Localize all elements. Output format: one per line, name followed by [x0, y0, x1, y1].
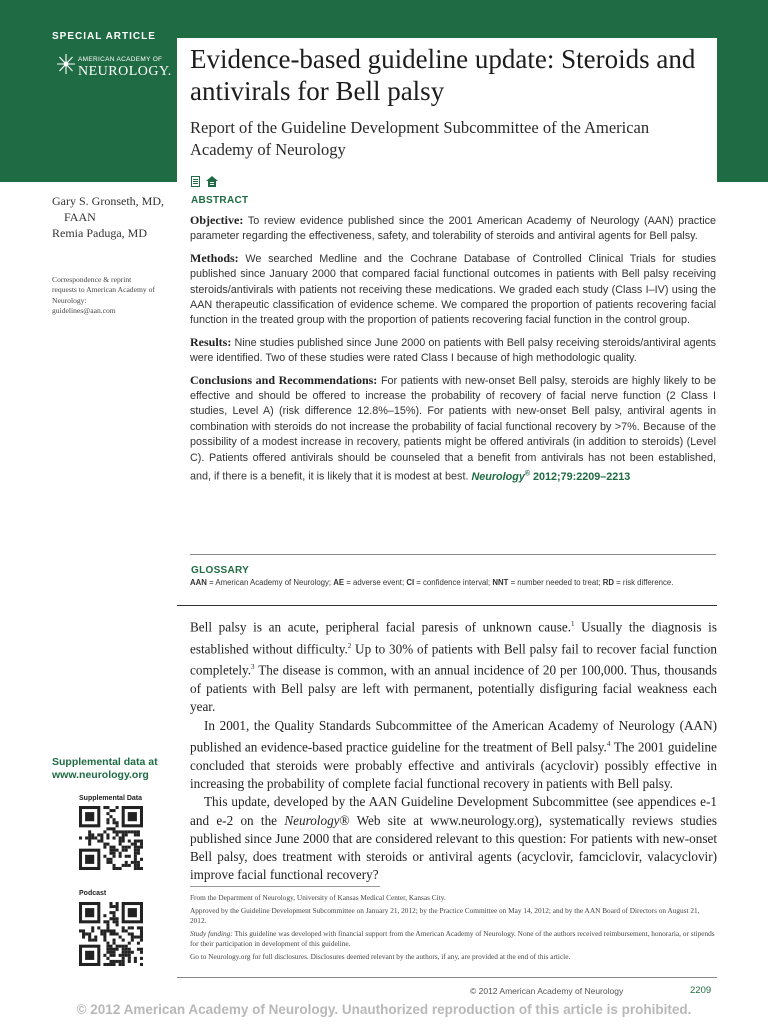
- qr-code-podcast[interactable]: [79, 902, 143, 966]
- cme-icon[interactable]: [206, 174, 218, 192]
- abstract-results: Results: Nine studies published since June 2000 on patients with Bell palsy receiving steroids/antiviral agents were identified. Two of these studies were rated Class I because of high methodologic quality.: [190, 334, 717, 365]
- citation-link[interactable]: Neurology® 2012;79:2209–2213: [471, 470, 631, 483]
- author-name: Gary S. Gronseth, MD,: [52, 194, 164, 208]
- document-icon[interactable]: [191, 174, 200, 192]
- article-title: Evidence-based guideline update: Steroids and antivirals for Bell palsy: [190, 44, 696, 106]
- supplemental-link[interactable]: Supplemental data at www.neurology.org: [52, 756, 158, 781]
- abstract-conclusions: Conclusions and Recommendations: For patients with new-onset Bell palsy, steroids are highly likely to be effective and should be offered to increase the probability of recovery of facial nerve function (2 Class I studies, Level A) (risk difference 12.8%–15%). For patients with new-onset Bell palsy, antiviral agents in combination with steroids do not increase the probability of facial functional recovery by >7%. Because of the possibility of a modest increase in recovery, patients might be offered antivirals (in addition to steroids) (Level C). Patients offered antivirals should be counseled that a benefit from antivirals has not been established, and, if there is a benefit, it is likely that it is modest at best. Neurology® 2012;79:2209–2213: [190, 372, 716, 483]
- star-icon: [56, 53, 76, 75]
- body-paragraph: Bell palsy is an acute, peripheral facial paresis of unknown cause.$^1$ Usually the diagnosis is established without difficulty.$^2$ Up to 30% of patients with Bell palsy fail to recover facial function completely.$^3$ The disease is common, with an annual incidence of 20 per 100,000. Thus, thousands of patients with Bell palsy are left with permanent, potentially disfiguring facial weakness each year.: [190, 619, 717, 715]
- divider: [177, 605, 717, 606]
- author-list: [52, 193, 177, 241]
- qr-label: Podcast: [79, 890, 107, 897]
- author-credential: FAAN: [64, 210, 96, 224]
- logo-text-large: NEUROLOGY.: [78, 64, 172, 79]
- article-body: [190, 615, 717, 885]
- divider: [190, 554, 716, 555]
- abstract-methods: Methods: We searched Medline and the Cochrane Database of Controlled Clinical Trials for studies published since January 2000 that compared facial functional outcomes in patients with Bell palsy receiving steroids/antivirals with patients not receiving these medications. We graded each study (Class I–IV) using the AAN therapeutic classification of evidence scheme. We compared the proportion of patients recovering facial function in the treated group with the proportion of patients recovering facial function in the control group.: [190, 250, 717, 327]
- divider: [177, 977, 717, 978]
- glossary-list: AAN = American Academy of Neurology; AE = adverse event; CI = confidence interval; NNT = number needed to treat; RD = risk difference.: [190, 578, 674, 587]
- footnotes: From the Department of Neurology, University of Kansas Medical Center, Kansas City. Approved by the Guideline Development Subcommittee on January 21, 2012; by the Practice Committee on May 14, 2012; and by the AAN Board of Directors on August 21, 2012. Study funding: This guideline was developed with financial support from the American Academy of Neurology. None of the authors received reimbursement, honoraria, or stipends for their participation in development of this guideline. Go to Neurology.org for full disclosures. Disclosures deemed relevant by the authors, if any, are provided at the end of this article.: [190, 893, 715, 961]
- logo-text-small: AMERICAN ACADEMY OF: [78, 56, 163, 63]
- qr-label: Supplemental Data: [79, 795, 143, 802]
- author-name: Remia Paduga, MD: [52, 226, 147, 240]
- abstract-objective: Objective: To review evidence published since the 2001 American Academy of Neurology (AAN) practice parameter regarding the effectiveness, safety, and tolerability of steroids and antiviral agents for Bell palsy.: [190, 213, 716, 243]
- article-icons: [191, 174, 218, 192]
- body-paragraph: In 2001, the Quality Standards Subcommittee of the American Academy of Neurology (AAN) published an evidence-based practice guideline for the treatment of Bell palsy.$^4$ The 2001 guideline concluded that steroids were probably effective and antivirals (acyclovir) possibly effective in increasing the probability of complete facial functional recovery in patients with Bell palsy.: [190, 717, 717, 791]
- body-paragraph: This update, developed by the AAN Guideline Development Subcommittee (see appendices e-1 and e-2 on the Neurology® Web site at www.neurology.org), systematically reviews studies published since June 2000 that are considered relevant to this question: For patients with new-onset Bell palsy, does treatment with steroids or antiviral agents (acyclovir, famciclovir, valacyclovir) improve facial functional recovery?: [190, 794, 717, 883]
- correspondence-email[interactable]: guidelines@aan.com: [52, 305, 116, 315]
- aan-logo: [56, 53, 174, 93]
- abstract-body: [190, 213, 716, 491]
- article-subtitle: Report of the Guideline Development Subcommittee of the American Academy of Neurology: [190, 118, 650, 159]
- glossary-heading: GLOSSARY: [191, 565, 250, 576]
- page-number: 2209: [690, 985, 712, 996]
- qr-code-supplemental[interactable]: [79, 806, 143, 870]
- divider: [190, 886, 380, 887]
- abstract-heading: ABSTRACT: [191, 195, 249, 206]
- correspondence-note: Correspondence & reprint requests to American Academy of Neurology: guidelines@aan.com: [52, 275, 174, 316]
- section-label: SPECIAL ARTICLE: [52, 31, 156, 42]
- reproduction-notice: © 2012 American Academy of Neurology. Unauthorized reproduction of this article is prohibited.: [76, 1002, 692, 1017]
- copyright-notice: © 2012 American Academy of Neurology: [470, 986, 624, 996]
